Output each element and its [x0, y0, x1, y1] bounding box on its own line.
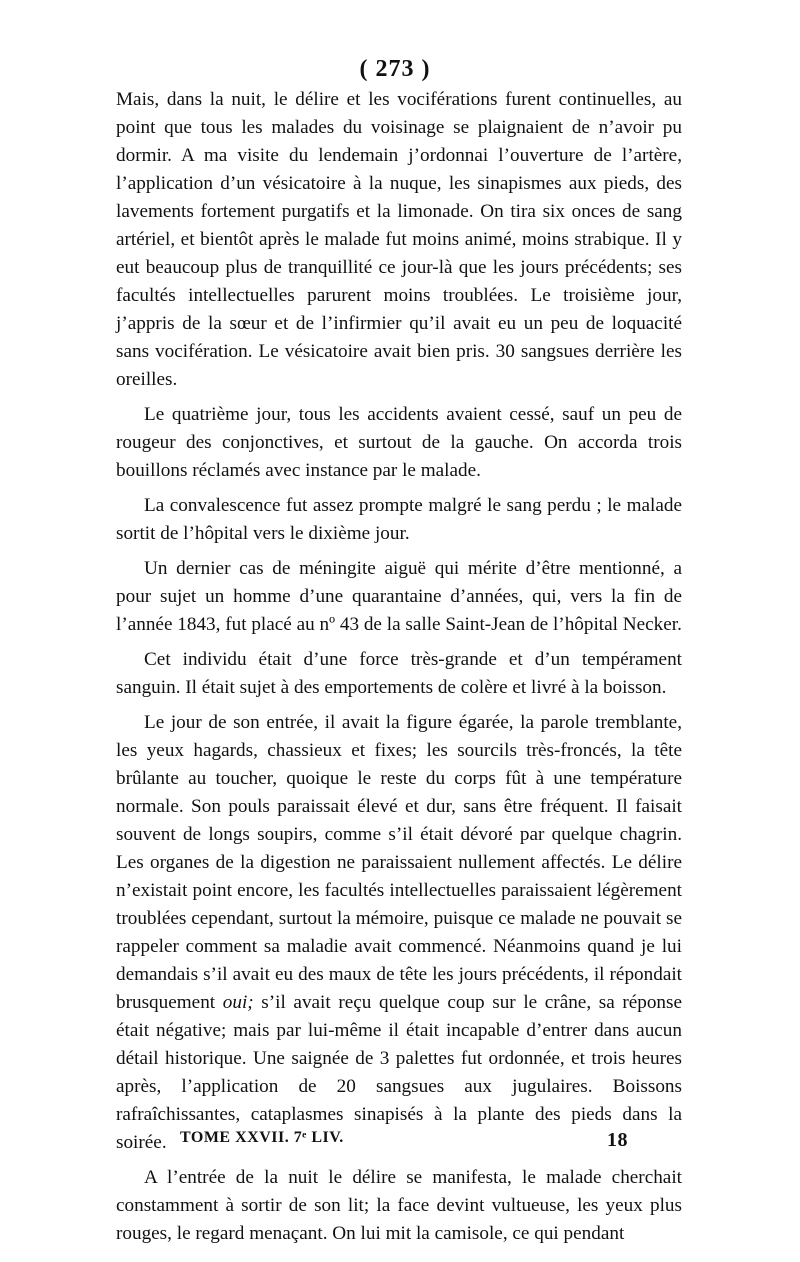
italic-oui: oui; — [222, 992, 254, 1013]
paragraph-5: Cet individu était d’une force très-grande et d’un tempérament sanguin. Il était sujet à des emportements de colère et livré à la boisson. — [116, 649, 682, 698]
sheet-number: 18 — [607, 1129, 628, 1151]
paragraph-6-text: Le jour de son entrée, il avait la figure égarée, la parole tremblante, les yeux hagards, chassieux et fixes; les sourcils très-froncés, la tête brûlante au toucher, quoique le reste du corps fût à une température normale. Son pouls paraissait élevé et dur, sans être fréquent. Il faisait souvent de longs soupirs, comme s’il était dévoré par quelque chagrin. Les organes de la digestion ne paraissaient nullement affectés. Le délire n’existait point encore, les facultés intellectuelles paraissaient légèrement troublées cependant, surtout la mémoire, puisque ce malade ne pouvait se rappeler comment sa maladie avait commencé. Néanmoins quand je lui demandais s’il avait eu des maux de tête les jours précédents, il répondait brusquement — [116, 712, 682, 1013]
signature-mark: TOME XXVII. 7ᵉ LIV. — [180, 1129, 344, 1146]
paragraph-6-continuation: s’il avait reçu quelque coup sur le crâne, sa réponse était négative; mais par lui-même il était incapable d’entrer dans aucun détail historique. Une saignée de 3 palettes fut ordonnée, et trois heures après, l’application de 20 sangsues aux jugulaires. Boissons rafraîchissantes, cataplasmes sinapisés à la plante des pieds dans la soirée. — [116, 992, 683, 1153]
paragraph-4: Un dernier cas de méningite aiguë qui mérite d’être mentionné, a pour sujet un homme d’une quarantaine d’années, qui, vers la fin de l’année 1843, fut placé au nº 43 de la salle Saint-Jean de l’hôpital Necker. — [116, 558, 682, 635]
body-text — [116, 86, 682, 1248]
page-number: ( 273 ) — [359, 56, 431, 82]
paragraph-2: Le quatrième jour, tous les accidents avaient cessé, sauf un peu de rougeur des conjonctives, et surtout de la gauche. On accorda trois bouillons réclamés avec instance par le malade. — [116, 404, 682, 481]
paragraph-7: A l’entrée de la nuit le délire se manifesta, le malade cherchait constamment à sortir de son lit; la face devint vultueuse, les yeux plus rouges, le regard menaçant. On lui mit la camisole, ce qui pendant — [116, 1167, 682, 1244]
paragraph-3: La convalescence fut assez prompte malgré le sang perdu ; le malade sortit de l’hôpital vers le dixième jour. — [116, 495, 682, 544]
paragraph-1: Mais, dans la nuit, le délire et les vociférations furent continuelles, au point que tous les malades du voisinage se plaignaient de n’avoir pu dormir. A ma visite du lendemain j’ordonnai l’ouverture de l’artère, l’application d’un vésicatoire à la nuque, les sinapismes aux pieds, des lavements fortement purgatifs et la limonade. On tira six onces de sang artériel, et bientôt après le malade fut moins animé, moins strabique. Il y eut beaucoup plus de tranquillité ce jour-là que les jours précédents; ses facultés intellectuelles parurent moins troublées. Le troisième jour, j’appris de la sœur et de l’infirmier qu’il avait eu un peu de loquacité sans vocifération. Le vésicatoire avait bien pris. 30 sangsues derrière les oreilles. — [116, 89, 682, 390]
paragraph-6 — [116, 709, 682, 1157]
